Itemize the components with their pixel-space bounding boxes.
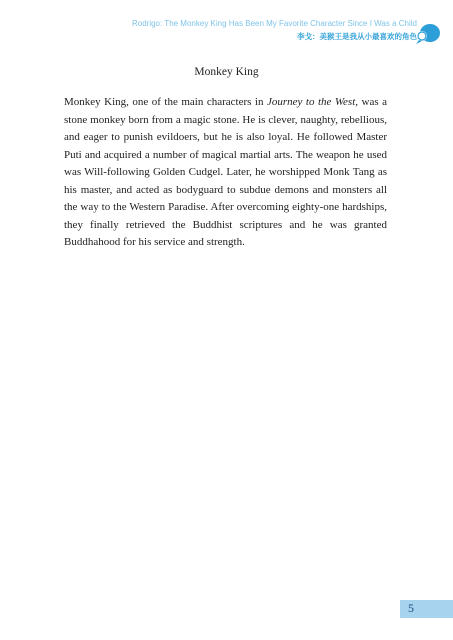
page-number-box bbox=[400, 600, 453, 618]
running-header bbox=[57, 18, 417, 43]
header-english-title: Rodrigo: The Monkey King Has Been My Favorite Character Since I Was a Child bbox=[131, 19, 417, 28]
book-title-italic: Journey to the West bbox=[266, 96, 356, 108]
speech-bubble-icon bbox=[415, 22, 441, 46]
page-number: 5 bbox=[408, 601, 414, 615]
article-title: Monkey King bbox=[194, 66, 259, 78]
body-text-rest: , was a stone monkey born from a magic stone. He is clever, naughty, rebellious, and eager to punish evildoers, but he is also loyal. He followed Master Puti and acquired a number of magical martial arts. The weapon he used was Will-following Golden Cudgel. Later, he worshipped Monk Tang as his master, and acted as bodyguard to subdue demons and monsters all the way to the Western Paradise. After overcoming eighty-one hardships, they finally retrieved the Buddhist scriptures and he was granted Buddhahood for his service and strength. bbox=[64, 96, 387, 248]
article-body bbox=[64, 94, 387, 252]
body-text-start: Monkey King, one of the main characters in bbox=[64, 96, 267, 108]
body-paragraph bbox=[64, 94, 387, 252]
header-chinese-title: 李戈：美猴王是我从小最喜欢的角色 bbox=[297, 32, 417, 41]
